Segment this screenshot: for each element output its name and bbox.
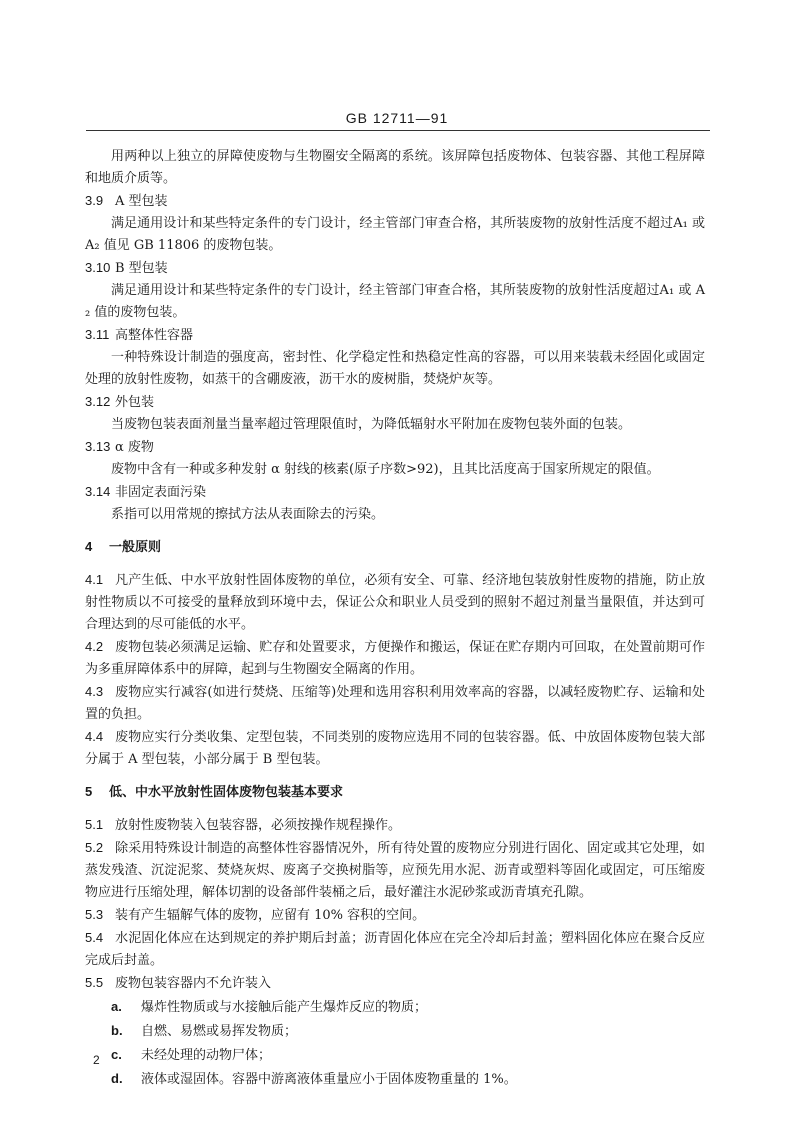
clause-number: 3.11 bbox=[85, 327, 110, 342]
clause-5-5 bbox=[85, 972, 705, 995]
clause-3-10-body: 满足通用设计和某些特定条件的专门设计，经主管部门审查合格，其所装废物的放射性活度超过A₁ 或 A₂ 值的废物包装。 bbox=[85, 283, 705, 320]
clause-text: 装有产生辐解气体的废物，应留有 10% 容积的空间。 bbox=[115, 908, 426, 923]
section-4-heading bbox=[85, 536, 705, 559]
list-marker: c. bbox=[111, 1047, 122, 1062]
section-5-heading bbox=[85, 781, 705, 804]
clause-number: 3.12 bbox=[85, 394, 111, 409]
document-body bbox=[85, 146, 705, 1091]
list-item bbox=[111, 995, 705, 1019]
clause-5-1 bbox=[85, 814, 705, 837]
section-title: 一般原则 bbox=[109, 540, 162, 555]
page-number: 2 bbox=[93, 1053, 100, 1067]
clause-3-12-body: 当废物包装表面剂量当量率超过管理限值时，为降低辐射水平附加在废物包装外面的包装。 bbox=[111, 417, 632, 432]
clause-text: 废物包装必须满足运输、贮存和处置要求，方便操作和搬运，保证在贮存期内可回取，在处置前期可作为多重屏障体系中的屏障，起到与生物圈安全隔离的作用。 bbox=[85, 640, 705, 677]
clause-3-13-heading bbox=[85, 436, 705, 459]
clause-text: 除采用特殊设计制造的高整体性容器情况外，所有待处置的废物应分别进行固化、固定或其它处理，如蒸发残渣、沉淀泥浆、焚烧灰烬、废离子交换树脂等，应预先用水泥、沥青或塑料等固化或固定，可压缩废物应进行压缩处理，解体切割的设备部件装桶之后，最好灌注水泥砂浆或沥青填充孔隙。 bbox=[85, 841, 705, 900]
list-item bbox=[111, 1043, 705, 1067]
section-number: 5 bbox=[85, 784, 93, 799]
clause-title: 高整体性容器 bbox=[115, 328, 194, 343]
list-item-text: 爆炸性物质或与水接触后能产生爆炸反应的物质； bbox=[141, 1000, 428, 1015]
clause-number: 5.1 bbox=[85, 817, 104, 832]
clause-number: 4.2 bbox=[85, 639, 104, 654]
clause-number: 3.10 bbox=[85, 260, 111, 275]
clause-text: 废物应实行分类收集、定型包装，不同类别的废物应选用不同的包装容器。低、中放固体废物包装大部分属于 A 型包装，小部分属于 B 型包装。 bbox=[85, 730, 705, 767]
intro-paragraph: 用两种以上独立的屏障使废物与生物圈安全隔离的系统。该屏障包括废物体、包装容器、其他工程屏障和地质介质等。 bbox=[85, 149, 705, 186]
clause-3-10-heading bbox=[85, 257, 705, 280]
list-item-text: 自燃、易燃或易挥发物质； bbox=[141, 1024, 298, 1039]
clause-number: 5.4 bbox=[85, 930, 104, 945]
clause-text: 凡产生低、中水平放射性固体废物的单位，必须有安全、可靠、经济地包装放射性废物的措施，防止放射性物质以不可接受的量释放到环境中去，保证公众和职业人员受到的照射不超过剂量当量限值，并达到可合理达到的尽可能低的水平。 bbox=[85, 573, 705, 632]
clause-4-2 bbox=[85, 636, 705, 681]
list-marker: b. bbox=[111, 1023, 123, 1038]
clause-3-9-heading bbox=[85, 190, 705, 213]
standard-header: GB 12711—91 bbox=[345, 110, 449, 126]
clause-title: 外包装 bbox=[115, 395, 155, 410]
clause-number: 3.13 bbox=[85, 439, 111, 454]
clause-title: 非固定表面污染 bbox=[115, 485, 207, 500]
list-item-text: 未经处理的动物尸体； bbox=[141, 1048, 272, 1063]
clause-3-13-body: 废物中含有一种或多种发射 α 射线的核素(原子序数>92)，且其比活度高于国家所规定的限值。 bbox=[111, 462, 660, 477]
clause-3-14-heading bbox=[85, 481, 705, 504]
header-rule bbox=[86, 130, 710, 131]
clause-text: 放射性废物装入包装容器，必须按操作规程操作。 bbox=[115, 818, 402, 833]
clause-number: 5.3 bbox=[85, 907, 104, 922]
clause-number: 3.14 bbox=[85, 484, 111, 499]
clause-3-11-body: 一种特殊设计制造的强度高，密封性、化学稳定性和热稳定性高的容器，可以用来装载未经固化或固定处理的放射性废物，如蒸干的含硼废液，沥干水的废树脂，焚烧炉灰等。 bbox=[85, 350, 705, 387]
clause-number: 4.1 bbox=[85, 572, 104, 587]
list-item bbox=[111, 1067, 705, 1091]
clause-5-2 bbox=[85, 837, 705, 904]
clause-5-4 bbox=[85, 927, 705, 972]
clause-number: 3.9 bbox=[85, 193, 104, 208]
clause-number: 4.3 bbox=[85, 684, 104, 699]
clause-4-3 bbox=[85, 681, 705, 726]
prohibited-items-list bbox=[85, 995, 705, 1091]
clause-text: 废物应实行减容(如进行焚烧、压缩等)处理和选用容积利用效率高的容器，以减轻废物贮存、运输和处置的负担。 bbox=[85, 685, 705, 722]
clause-4-4 bbox=[85, 726, 705, 771]
clause-title: A 型包装 bbox=[115, 194, 168, 209]
section-title: 低、中水平放射性固体废物包装基本要求 bbox=[109, 785, 344, 800]
clause-5-3 bbox=[85, 904, 705, 927]
clause-text: 废物包装容器内不允许装入 bbox=[115, 976, 272, 991]
list-marker: d. bbox=[111, 1071, 123, 1086]
clause-3-12-heading bbox=[85, 391, 705, 414]
clause-number: 4.4 bbox=[85, 729, 104, 744]
list-item bbox=[111, 1019, 705, 1043]
clause-number: 5.5 bbox=[85, 975, 104, 990]
clause-3-11-heading bbox=[85, 324, 705, 347]
clause-title: B 型包装 bbox=[115, 261, 168, 276]
clause-3-9-body: 满足通用设计和某些特定条件的专门设计，经主管部门审查合格，其所装废物的放射性活度不超过A₁ 或 A₂ 值见 GB 11806 的废物包装。 bbox=[85, 216, 705, 253]
clause-title: α 废物 bbox=[115, 440, 154, 455]
list-marker: a. bbox=[111, 999, 122, 1014]
clause-3-14-body: 系指可以用常规的擦拭方法从表面除去的污染。 bbox=[111, 507, 385, 522]
section-number: 4 bbox=[85, 539, 93, 554]
clause-number: 5.2 bbox=[85, 840, 104, 855]
clause-4-1 bbox=[85, 569, 705, 636]
clause-text: 水泥固化体应在达到规定的养护期后封盖；沥青固化体应在完全冷却后封盖；塑料固化体应在聚合反应完成后封盖。 bbox=[85, 931, 705, 968]
list-item-text: 液体或湿固体。容器中游离液体重量应小于固体废物重量的 1%。 bbox=[141, 1072, 517, 1087]
